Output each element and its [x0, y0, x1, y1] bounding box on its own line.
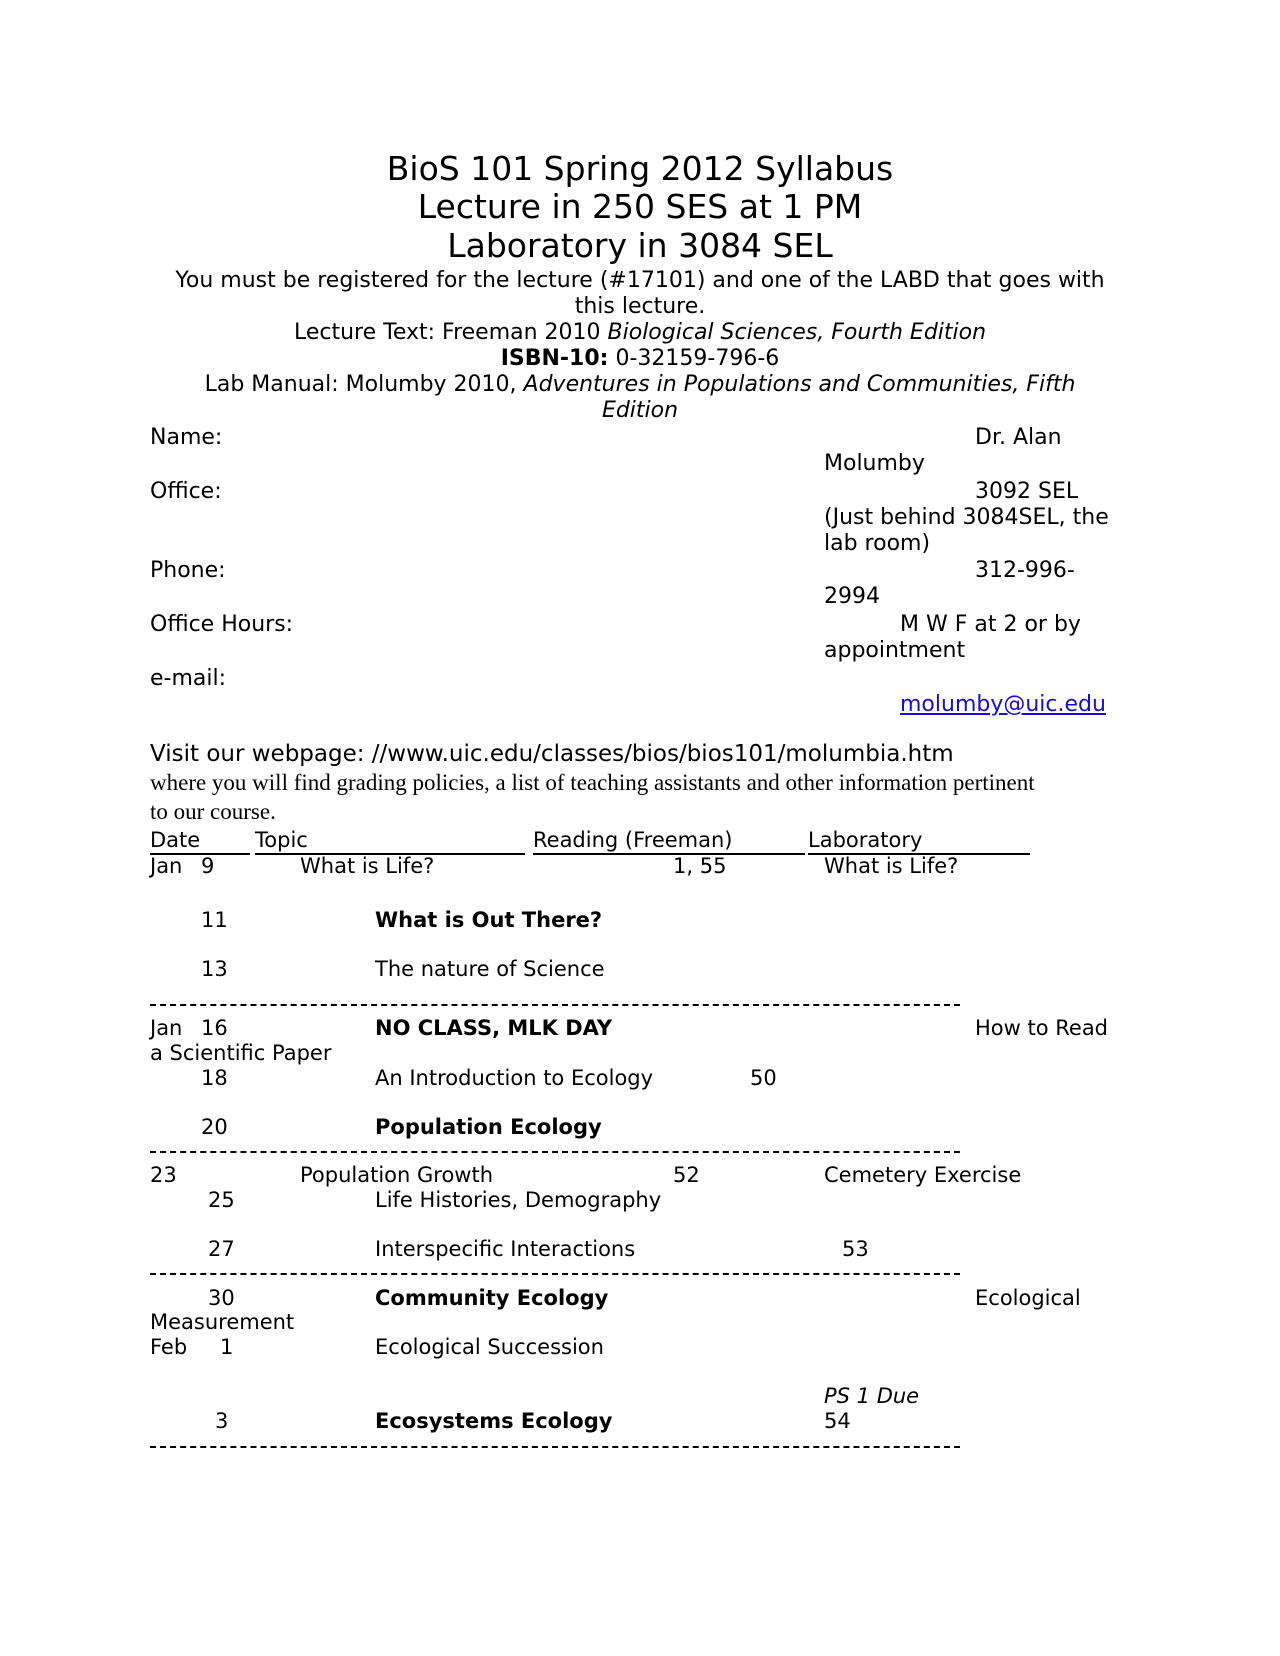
lecture-text-title: Biological Sciences, Fourth Edition: [607, 320, 987, 345]
lecture-text: [140, 320, 1140, 345]
column-header-topic: Topic: [255, 828, 525, 855]
syllabus-title: BioS 101 Spring 2012 Syllabus: [386, 149, 894, 188]
lab-manual-title: Adventures in Populations and Communities, Fifth: [523, 372, 1076, 397]
date-month: Jan: [150, 1016, 183, 1040]
reading: 54: [824, 1409, 851, 1433]
webpage-line: Visit our webpage: //www.uic.edu/classes/bios/bios101/molumbia.htm: [150, 741, 954, 767]
isbn-value: 0-32159-796-6: [608, 346, 780, 371]
date-day: 23: [150, 1163, 177, 1187]
office-hours-label: Office Hours:: [150, 612, 294, 637]
office-value-b: (Just behind 3084SEL, the: [824, 505, 1109, 530]
lecture-text-prefix: Lecture Text: Freeman 2010: [293, 320, 608, 345]
isbn-label: ISBN-10:: [500, 346, 609, 371]
registration-note-line1: You must be registered for the lecture (#17101) and one of the LABD that goes with: [175, 268, 1105, 293]
week-separator: [150, 1151, 960, 1153]
column-header-reading: Reading (Freeman): [533, 828, 805, 855]
phone-value-a: 312-996-: [975, 558, 1075, 583]
topic: Community Ecology: [375, 1286, 609, 1310]
date-day: 16: [201, 1016, 228, 1040]
laboratory: Cemetery Exercise: [824, 1163, 1022, 1187]
instructor-name-a: Dr. Alan: [975, 425, 1062, 450]
date-day: 30: [208, 1286, 235, 1310]
name-label: Name:: [150, 425, 223, 450]
lab-manual-line: [140, 372, 1140, 397]
date-day: 9: [201, 854, 215, 878]
topic: Ecosystems Ecology: [375, 1409, 613, 1433]
registration-note-line2: this lecture.: [574, 294, 706, 319]
date-day: 3: [215, 1409, 229, 1433]
instructor-name-b: Molumby: [824, 451, 925, 476]
laboratory-cont: a Scientific Paper: [150, 1041, 332, 1065]
date-day: 11: [201, 908, 228, 932]
laboratory: How to Read: [975, 1016, 1109, 1040]
lab-manual-prefix: Lab Manual: Molumby 2010,: [204, 372, 524, 397]
week-separator: [150, 1004, 960, 1006]
date-day: 18: [201, 1066, 228, 1090]
date-day: 1: [220, 1335, 234, 1359]
laboratory: What is Life?: [824, 854, 959, 878]
topic: NO CLASS, MLK DAY: [375, 1016, 613, 1040]
office-hours-b: appointment: [824, 638, 966, 663]
topic: Population Ecology: [375, 1115, 602, 1139]
date-month: Feb: [150, 1335, 188, 1359]
date-day: 25: [208, 1188, 235, 1212]
date-day: 13: [201, 957, 228, 981]
ps1-due: PS 1 Due: [824, 1384, 920, 1408]
webpage-description-2: to our course.: [150, 799, 276, 824]
office-value-c: lab room): [824, 531, 931, 556]
office-value-a: 3092 SEL: [975, 479, 1079, 504]
reading: 52: [673, 1163, 700, 1187]
topic: Life Histories, Demography: [375, 1188, 662, 1212]
phone-label: Phone:: [150, 558, 226, 583]
column-header-laboratory: Laboratory: [808, 828, 1030, 855]
reading: 50: [750, 1066, 777, 1090]
topic: Ecological Succession: [375, 1335, 604, 1359]
topic: What is Life?: [300, 854, 435, 878]
lab-manual-title-cont: Edition: [601, 398, 679, 423]
reading: 53: [842, 1237, 869, 1261]
email-label: e-mail:: [150, 666, 227, 691]
reading: 1, 55: [673, 854, 727, 878]
laboratory: Ecological: [975, 1286, 1081, 1310]
topic: An Introduction to Ecology: [375, 1066, 654, 1090]
office-label: Office:: [150, 479, 222, 504]
topic: Interspecific Interactions: [375, 1237, 636, 1261]
date-day: 20: [201, 1115, 228, 1139]
webpage-description-1: where you will find grading policies, a list of teaching assistants and other information pertinent: [150, 770, 1035, 795]
isbn-line: [140, 346, 1140, 371]
topic: Population Growth: [300, 1163, 494, 1187]
date-day: 27: [208, 1237, 235, 1261]
date-month: Jan: [150, 854, 183, 878]
lecture-location: Lecture in 250 SES at 1 PM: [417, 187, 863, 226]
laboratory-cont: Measurement: [150, 1310, 295, 1334]
topic: What is Out There?: [375, 908, 603, 932]
column-header-date: Date: [150, 828, 250, 855]
office-hours-a: M W F at 2 or by: [900, 612, 1081, 637]
phone-value-b: 2994: [824, 584, 880, 609]
email-link[interactable]: molumby@uic.edu: [900, 692, 1106, 717]
week-separator: [150, 1273, 960, 1275]
week-separator: [150, 1446, 960, 1448]
lab-location: Laboratory in 3084 SEL: [447, 226, 833, 265]
topic: The nature of Science: [375, 957, 605, 981]
